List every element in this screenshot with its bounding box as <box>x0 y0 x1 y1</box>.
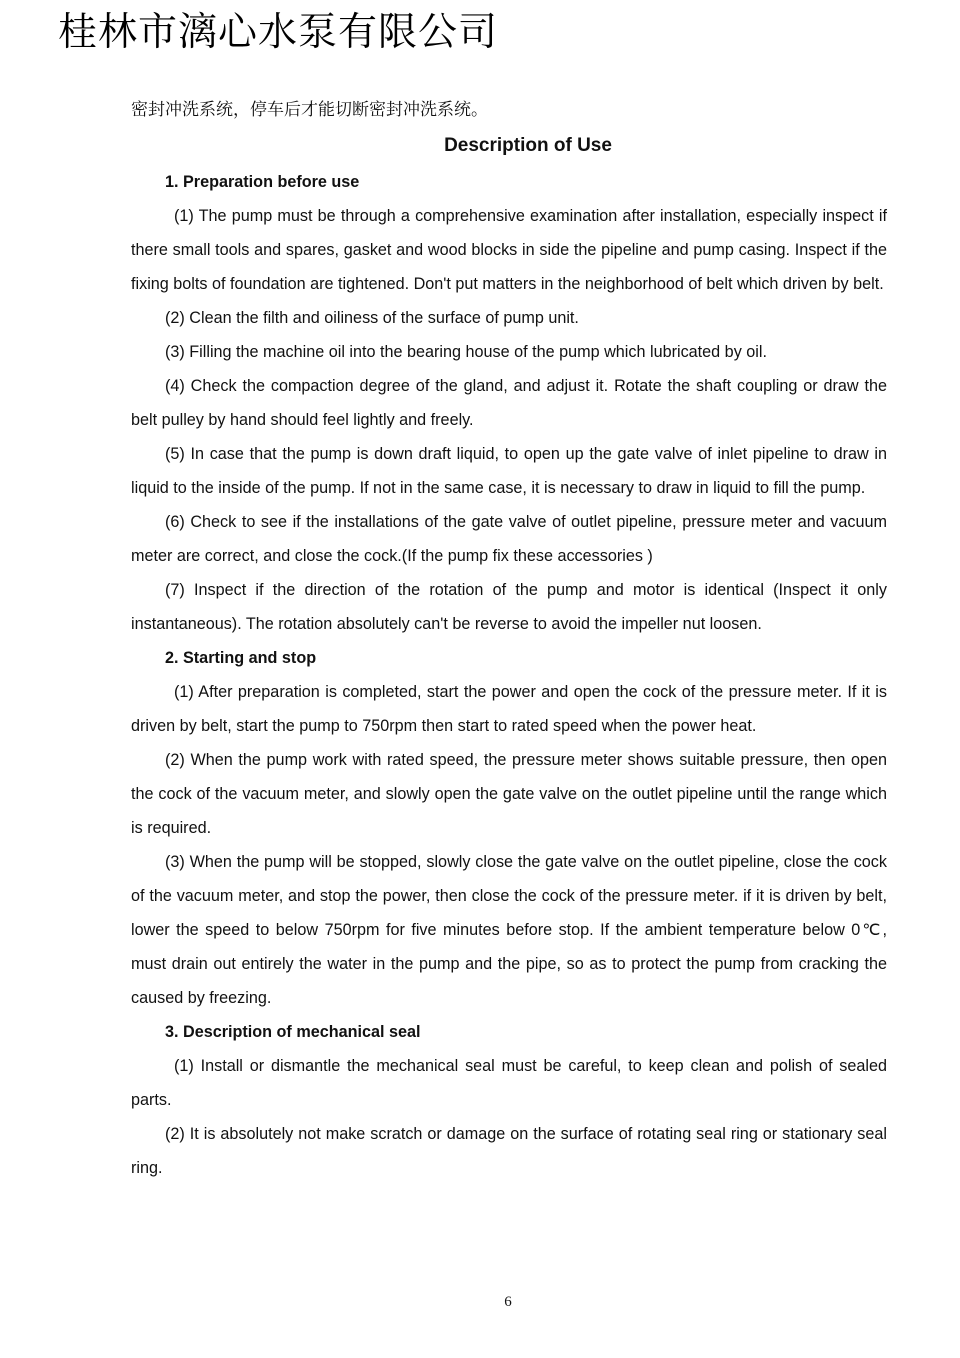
intro-line: 密封冲洗系统，停车后才能切断密封冲洗系统。 <box>131 100 488 120</box>
paragraph: (2) When the pump work with rated speed, the pressure meter shows suitable pressure, then open the cock of the vacuum meter, and slowly open the gate valve on the outlet pipeline until the range which is required. <box>131 751 887 837</box>
paragraph: (6) Check to see if the installations of the gate valve of outlet pipeline, pressure meter and vacuum meter are correct, and close the cock.(If the pump fix these accessories ) <box>131 513 887 565</box>
paragraph: (2) Clean the filth and oiliness of the surface of pump unit. <box>165 309 579 327</box>
paragraph: (5) In case that the pump is down draft liquid, to open up the gate valve of inlet pipeline to draw in liquid to the inside of the pump. If not in the same case, it is necessary to draw in liquid to fill the pump. <box>131 445 887 497</box>
section-heading-mechanical-seal: 3. Description of mechanical seal <box>165 1023 421 1041</box>
paragraph: (2) It is absolutely not make scratch or damage on the surface of rotating seal ring or stationary seal ring. <box>131 1125 887 1177</box>
paragraph: (3) Filling the machine oil into the bearing house of the pump which lubricated by oil. <box>165 343 767 361</box>
company-name: 桂林市漓心水泵有限公司 <box>58 10 499 55</box>
paragraph: (7) Inspect if the direction of the rotation of the pump and motor is identical (Inspect it only instantaneous). The rotation absolutely can't be reverse to avoid the impeller nut loosen. <box>131 581 887 633</box>
paragraph: (4) Check the compaction degree of the gland, and adjust it. Rotate the shaft coupling or draw the belt pulley by hand should feel lightly and freely. <box>131 377 887 429</box>
paragraph: (3) When the pump will be stopped, slowly close the gate valve on the outlet pipeline, close the cock of the vacuum meter, and stop the power, then close the cock of the pressure meter. if it is driven by belt, lower the speed to below 750rpm for five minutes before stop. If the ambient temperature below 0℃, must drain out entirely the water in the pump and the pipe, so as to protect the pump from cracking the caused by freezing. <box>131 853 887 1007</box>
page-title: Description of Use <box>444 135 612 156</box>
paragraph: (1) The pump must be through a comprehensive examination after installation, especially inspect if there small tools and spares, gasket and wood blocks in side the pipeline and pump casing. Inspect if the fixing bolts of foundation are tightened. Don't put matters in the neighborhood of belt which driven by belt. <box>131 207 887 293</box>
section-heading-preparation: 1. Preparation before use <box>165 173 360 191</box>
section-heading-starting-stop: 2. Starting and stop <box>165 649 317 667</box>
paragraph: (1) After preparation is completed, start the power and open the cock of the pressure meter. If it is driven by belt, start the pump to 750rpm then start to rated speed when the power heat. <box>131 683 887 735</box>
document-body <box>131 93 887 1185</box>
paragraph: (1) Install or dismantle the mechanical seal must be careful, to keep clean and polish of sealed parts. <box>131 1057 887 1109</box>
page-number: 6 <box>504 1294 512 1310</box>
